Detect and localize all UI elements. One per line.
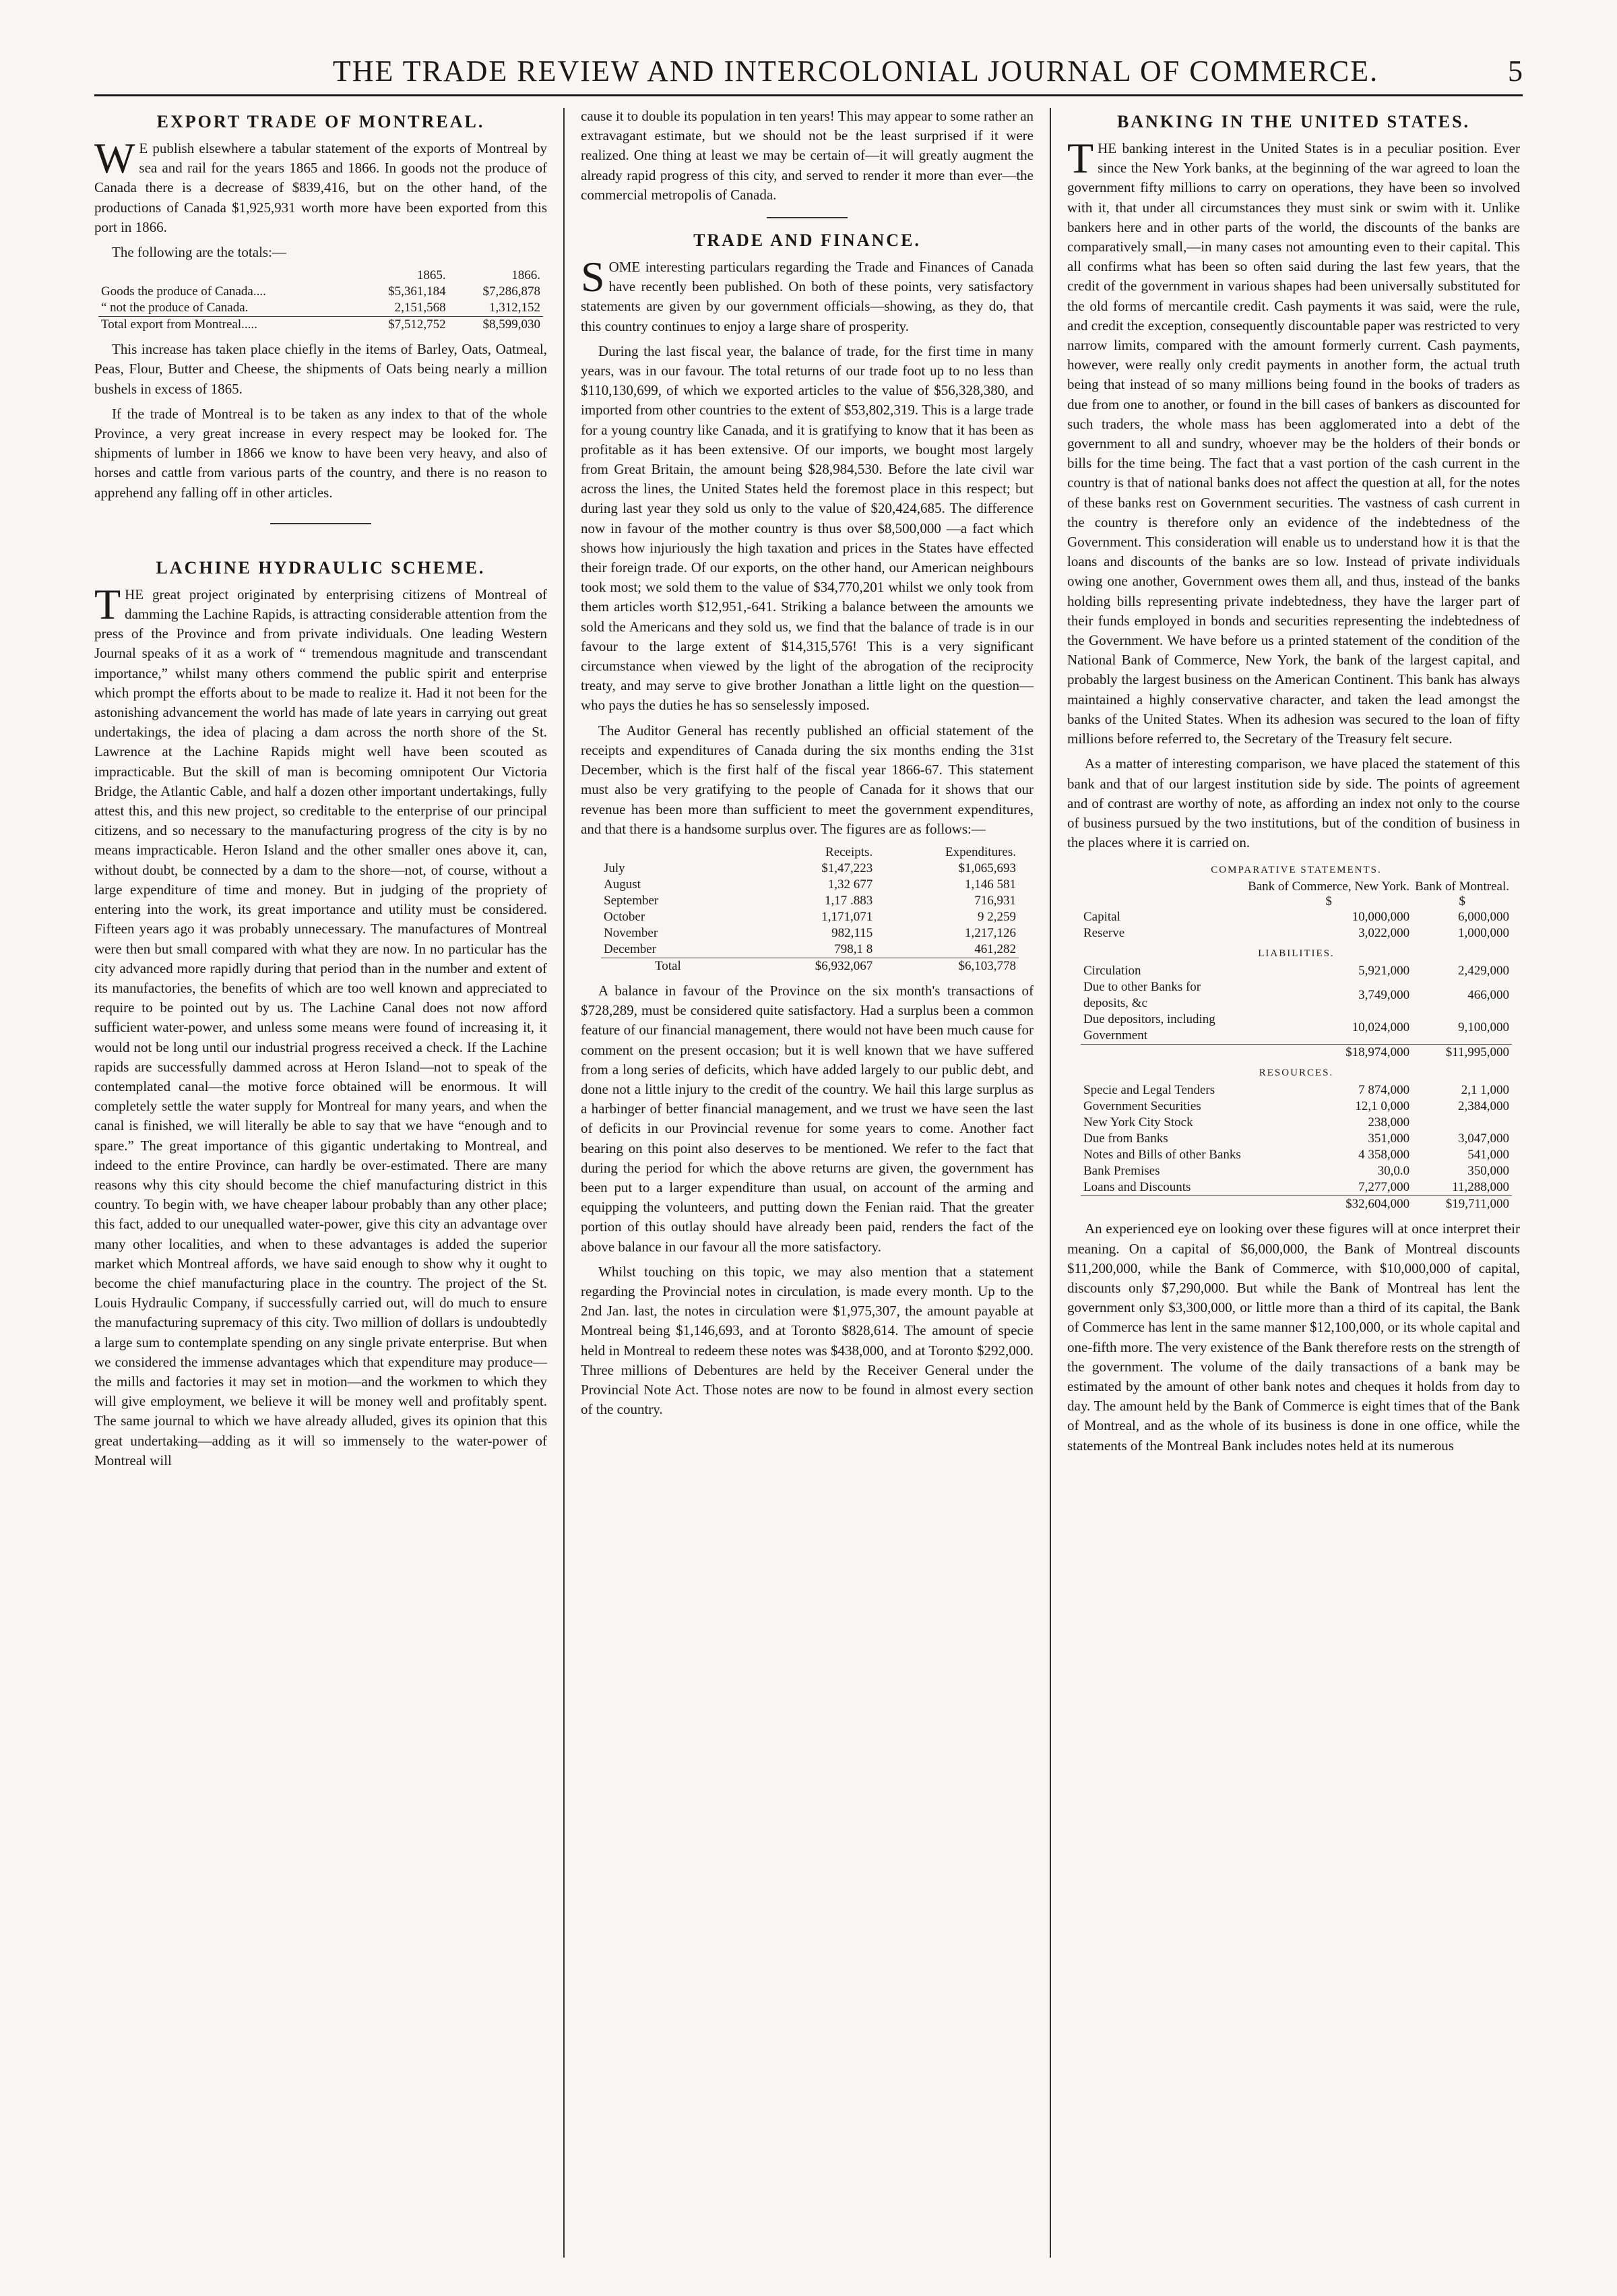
- table-row: Bank Premises 30,0.0 350,000: [1083, 1164, 1509, 1179]
- table-row: November 982,115 1,217,126: [604, 925, 1016, 940]
- table-header: Expenditures.: [945, 844, 1016, 859]
- table-section-title: LIABILITIES.: [1258, 948, 1335, 960]
- table-row: Goods the produce of Canada.... $5,361,184 $7,286,878: [101, 284, 540, 299]
- article-paragraph: THE great project originated by enterprising citizens of Montreal of damming the Lachine Rapids, is attracting considerable attention from the press of the Province and from private individuals. One leading Western Journal speaks of it as a work of “ tremendous magnitude and transcendant importance,” whilst many others commend the public spirit and enterprise which prompt the efforts about to be made to realize it. Had it not been for the astonishing advancement the world has made of late years in carrying out great undertakings, the idea of placing a dam across the north shore of the St. Lawrence at the Lachine Rapids might well have been scouted as impracticable. But the skill of man is becoming omnipotent Our Victoria Bridge, the Atlantic Cable, and half a dozen other important undertakings, fully attest this, and this new project, so creditable to the enterprise of our principal citizens, and so necessary to the manufacturing progress of the city is by no means impracticable. Heron Island and the other smaller ones above it, can, without doubt, be connected by a dam to the shore—not, of course, without a large expenditure of time and money. But in judging of the propriety of entering into the work, its great importance and utility must be considered. Fifteen years ago it was probably unnecessary. The manufactures of Montreal were then but small compared with what they are now. In no particular has the city advanced more rapidly during that period than in the number and extent of its manufactories, the benefits of which are too well known and appreciated to require to be pointed out by us. The Lachine Canal does not now afford sufficient water-power, and unless some means were found of increasing it, it would not be long until our industrial progress received a check. If the Lachine rapids are successfully dammed across at Heron Island—not to speak of the contemplated canal—the motive force obtained will be enormous. It will completely settle the water supply for Montreal for many years, and when the canal is finished, we will literally be able to say that we have “enough and to spare.” The great importance of this gigantic undertaking to Montreal, and indeed to the entire Province, can hardly be over-estimated. There are many reasons why this city should become the chief manufacturing district in this country. To begin with, we have cheaper labour probably than any other place; this fact, added to our unequalled water-power, give this city an advantage over many other localities, and when to these advantages is added the superior market which Montreal affords, we have said enough to show why it ought to become the chief manufacturing place in the country. The project of the St. Louis Hydraulic Company, if successfully carried out, will do much to ensure the manufacturing supremacy of this city. Two million of dollars is undoubtedly a large sum to contemplate spending on any single private enterprise. But when we considered the immense advantages which that expenditure may produce—the mills and factories it may set in motion—and the workmen to which they will give employment, we believe it will be money well and profitably spent. The same journal to which we have already alluded, gives its opinion that this great undertaking—adding as it will so immensely to the water-power of Montreal will: [94, 580, 547, 1468]
- table-row: December 798,1 8 461,282: [604, 941, 1016, 956]
- table-row: Capital 10,000,000 6,000,000: [1083, 910, 1509, 925]
- table-row: Government Securities 12,1 0,000 2,384,000: [1083, 1099, 1509, 1114]
- table-row: Circulation 5,921,000 2,429,000: [1083, 964, 1509, 979]
- table-header: Receipts.: [825, 844, 873, 859]
- article-paragraph: The following are the totals:—: [112, 244, 286, 261]
- article-paragraph: If the trade of Montreal is to be taken as any index to that of the whole Province, a very great increase in every respect may be looked for. The shipments of lumber in 1866 we know to have been very heavy, and also of horses and cattle from various parts of the country, and there is no reason to apprehend any falling off in other articles.: [94, 405, 547, 501]
- table-header: Bank of Commerce, New York.: [1248, 879, 1410, 894]
- table-row: Due to other Banks for deposits, &c 3,749,000 466,000: [1083, 980, 1509, 1011]
- export-totals-table: [98, 268, 543, 333]
- table-row: July $1,47,223 $1,065,693: [604, 861, 1016, 875]
- table-row: Due from Banks 351,000 3,047,000: [1083, 1131, 1509, 1146]
- table-total-row: Total $6,932,067 $6,103,778: [601, 958, 1019, 974]
- table-row: Due depositors, including Government 10,024,000 9,100,000: [1083, 1012, 1509, 1043]
- journal-title: THE TRADE REVIEW AND INTERCOLONIAL JOURNAL OF COMMERCE.: [332, 55, 1379, 88]
- article-paragraph: SOME interesting particulars regarding the Trade and Finances of Canada have recently been published. On both of these points, very satisfactory statements are given by our government officials—showing, as they do, that this country continues to enjoy a large share of prosperity.: [581, 253, 1034, 334]
- comparative-statements-table: COMPARATIVE STATEMENTS. Bank of Commerce, New York. Bank of Montreal. $ $ Capital 10,000,000 6,000,000 Reserve 3,022,000 1,000,000 LIABILITIES. Circulation 5,921,000 2,429,000 Due to other Banks for deposits, &c 3,749,000 466,000 Due depositors, including Government 10,024,000 9,100,000 $18,974,000 $11,995,000 RESOURCES. Specie and Legal Tenders 7 874,000 2,1 1,000 Government Securities 12,1 0,000 2,384,000 New York City Stock 238,000 Due from Banks 351,000 3,047,000 Notes and Bills of other Banks 4 358,000 541,000 Bank Premises 30,0.0 350,000 Loans and Discounts 7,277,000 11,288,000 $32,604,000 $19,711,000: [1081, 858, 1512, 1212]
- table-title: COMPARATIVE STATEMENTS.: [1211, 865, 1382, 876]
- table-row: August 1,32 677 1,146 581: [604, 877, 1016, 892]
- article-paragraph: This increase has taken place chiefly in the items of Barley, Oats, Oatmeal, Peas, Flour, Butter and Cheese, the shipments of Oats being nearly a million bushels in excess of 1865.: [94, 341, 547, 397]
- column-2: [581, 106, 1034, 1425]
- table-row: Loans and Discounts 7,277,000 11,288,000: [1083, 1180, 1509, 1195]
- table-total-row: $32,604,000 $19,711,000: [1081, 1196, 1512, 1213]
- article-heading-export-trade: EXPORT TRADE OF MONTREAL.: [156, 112, 485, 131]
- table-section-title: RESOURCES.: [1259, 1067, 1334, 1079]
- article-paragraph: As a matter of interesting comparison, we have placed the statement of this bank and that of our largest institution side by side. The points of agreement and of contrast are worthy of note, as affording an index not only to the course of business pursued by the two institutions, but of the condition of business in the places where it is carried on.: [1067, 755, 1520, 851]
- article-paragraph: W E publish elsewhere a tabular statement of the exports of Montreal by sea and rail for the years 1865 and 1866. In goods not the produce of Canada there is a decrease of $839,416, but on the other hand, of the productions of Canada $1,925,931 worth more have been exported from this port in 1866.: [94, 134, 547, 235]
- receipts-expenditures-table: [601, 844, 1019, 974]
- masthead: [94, 54, 1523, 96]
- column-3: [1067, 106, 1520, 1461]
- drop-cap: S: [581, 253, 605, 301]
- section-divider: [270, 523, 371, 524]
- article-paragraph: A balance in favour of the Province on the six month's transactions of $728,289, must be considered quite satisfactory. Had a surplus been a common feature of our financial management, there would not have been much cause for comment on the present occasion; but it is well known that we have suffered from a long series of deficits, which have added largely to our public debt, and done not a little injury to the credit of the country. We hail this large surplus as a harbinger of better financial management, and we trust we have seen the last of deficits in our Provincial revenue for some years to come. Another fact bearing on this point also deserves to be mentioned. We refer to the fact that during the period for which the above returns are given, the government has been put to a larger expenditure than usual, on account of the arming and equipping the volunteers, and putting down the Fenian raid. That the greater portion of this outlay should have already been paid, renders the fact of the above balance in our favour all the more satisfactory.: [581, 982, 1034, 1255]
- table-header: 1866.: [511, 268, 540, 283]
- drop-cap: T: [94, 580, 121, 628]
- table-row: Specie and Legal Tenders 7 874,000 2,1 1,000: [1083, 1083, 1509, 1098]
- article-heading-lachine: LACHINE HYDRAULIC SCHEME.: [156, 557, 486, 578]
- article-paragraph: During the last fiscal year, the balance of trade, for the first time in many years, was in our favour. The total returns of our trade foot up to no less than $110,130,699, of which we exported articles to the value of $56,328,380, and imported from other countries to the extent of $53,802,319. This is a large trade for a young country like Canada, and it is gratifying to know that it has been as profitable as it has been extensive. Of our imports, we bought most largely from Great Britain, the amount being $28,984,530. Before the late civil war across the lines, the United States held the foremost place in this respect; but during last year they sold us only to the value of $20,424,685. The difference now in favour of the mother country is thus over $8,500,000 —a fact which shows how injuriously the high taxation and prices in the States have effected their foreign trade. Of our exports, on the other hand, our American neighbours took most; we sold them to the value of $34,770,201 whilst we only took from them articles worth $12,951,-641. Striking a balance between the amounts we sold the Americans and they sold us, we find that the balance of trade is in our favour to the large extent of $14,315,576! This is a very significant circumstance when viewed by the light of the abrogation of the reciprocity treaty, and may serve to give brother Jonathan a little light on the question—who pays the duties he has so senselessly imposed.: [581, 342, 1034, 714]
- article-paragraph: An experienced eye on looking over these figures will at once interpret their meaning. On a capital of $6,000,000, the Bank of Montreal discounts $11,200,000, while the Bank of Commerce, with $10,000,000 of capital, discounts only $7,290,000. But while the Bank of Montreal has lent the government only $3,300,000, or little more than a third of its capital, the Bank of Commerce has lent in the same manner $12,100,000, or its whole capital and one-fifth more. The very existence of the Bank therefore rests on the strength of the government. The volume of the daily transactions of a bank may be estimated by the amount of other bank notes and cheques it holds from day to day. The amount held by the Bank of Commerce is eight times that of the Bank of Montreal, and as the whole of its business is done in one office, while the statements of the Montreal Bank includes notes held at its numerous: [1067, 1220, 1520, 1454]
- column-rule: [563, 108, 565, 2258]
- article-paragraph: Whilst touching on this topic, we may also mention that a statement regarding the Provincial notes in circulation, is made every month. Up to the 2nd Jan. last, the notes in circulation were $1,975,307, the amount payable at Montreal being $1,146,693, and at Toronto $828,614. The amount of specie held in Montreal to redeem these notes was $438,000, and at Toronto $292,000. Three millions of Debentures are held by the Receiver General under the Provincial Note Act. Those notes are now to be found in almost every section of the country.: [581, 1263, 1034, 1418]
- table-row: October 1,171,071 9 2,259: [604, 909, 1016, 924]
- table-total-row: $18,974,000 $11,995,000: [1081, 1045, 1512, 1061]
- table-row: “ not the produce of Canada. 2,151,568 1,312,152: [101, 301, 540, 315]
- table-row: September 1,17 .883 716,931: [604, 893, 1016, 908]
- article-heading-banking: BANKING IN THE UNITED STATES.: [1116, 112, 1471, 131]
- drop-cap: W: [94, 134, 135, 182]
- table-total-row: Total export from Montreal..... $7,512,752 $8,599,030: [98, 317, 543, 334]
- table-row: Reserve 3,022,000 1,000,000: [1083, 926, 1509, 941]
- article-paragraph: The Auditor General has recently published an official statement of the receipts and expenditures of Canada during the six months ending the 31st December, which is the first half of the fiscal year 1866-67. This statement must also be very gratifying to the people of Canada for it shows that our revenue has been more than sufficient to meet the government expenditures, and that there is a handsome surplus over. The figures are as follows:—: [581, 722, 1034, 837]
- article-paragraph: THE banking interest in the United States is in a peculiar position. Ever since the New York banks, at the beginning of the war agreed to loan the government fifty millions to carry on operations, they have been so involved with it, that under all circumstances they must sink or swim with it. Unlike bankers here and in other parts of the world, the discounts of the banks are comparatively small,—in many cases not amounting even to their capital. This all confirms what has been so often said during the last few years, that the credit of the government in various shapes had been universally substituted for the old forms of mercantile credit. Cash payments it was said, were the rule, and credit the exception, consequently discountable paper was restricted to very narrow limits, compared with the amount formerly current. Cash payments, however, were really only credit payments in another form, the actual truth being that instead of so many millions being found in the books of traders as due from one to another, or found in the bill cases of bankers as discounted for such traders, the whole mass has been agglomerated into a debt of the government to all and sundry, whoever may be the holders of their bonds or bills for the time being. The fact that a vast portion of the cash current in the country is that of national banks does not affect the question at all, for the notes of these banks rest on Government securities. The vastness of cash current in the country is therefore only an evidence of the indebtedness of the Government. This consideration will enable us to understand how it is that the loans and discounts of the banks are so low. Instead of private individuals owing one another, Government owes them all, and thus, instead of the banks holding bills representing private indebtedness, they have the larger part of their funds employed in bonds and securities representing the indebtedness of the Government. We have before us a printed statement of the condition of the National Bank of Commerce, New York, the bank of the largest capital, and probably the largest business on the American Continent. This bank has always maintained a highly conservative character, and taken the lead amongst the banks of the United States. When its adhesion was secured to the loan of fifty millions before referred to, the Secretary of the Treasury felt secure.: [1067, 134, 1520, 747]
- table-row: Notes and Bills of other Banks 4 358,000 541,000: [1083, 1148, 1509, 1162]
- article-heading-trade-finance: TRADE AND FINANCE.: [693, 230, 921, 251]
- section-divider: [767, 217, 848, 218]
- column-rule: [1050, 108, 1051, 2258]
- table-header: Bank of Montreal.: [1415, 879, 1509, 894]
- table-header: 1865.: [416, 268, 446, 283]
- table-row: New York City Stock 238,000: [1083, 1115, 1410, 1130]
- column-1: [94, 106, 547, 1476]
- drop-cap: T: [1067, 134, 1094, 182]
- article-paragraph: cause it to double its population in ten years! This may appear to some rather an extravagant estimate, but we should not be the least surprised if it were realized. One thing at least we may be certain of—it will greatly augment the already rapid progress of this city, and served to render it more than ever—the commercial metropolis of Canada.: [581, 108, 1034, 203]
- page-number: 5: [1508, 55, 1523, 88]
